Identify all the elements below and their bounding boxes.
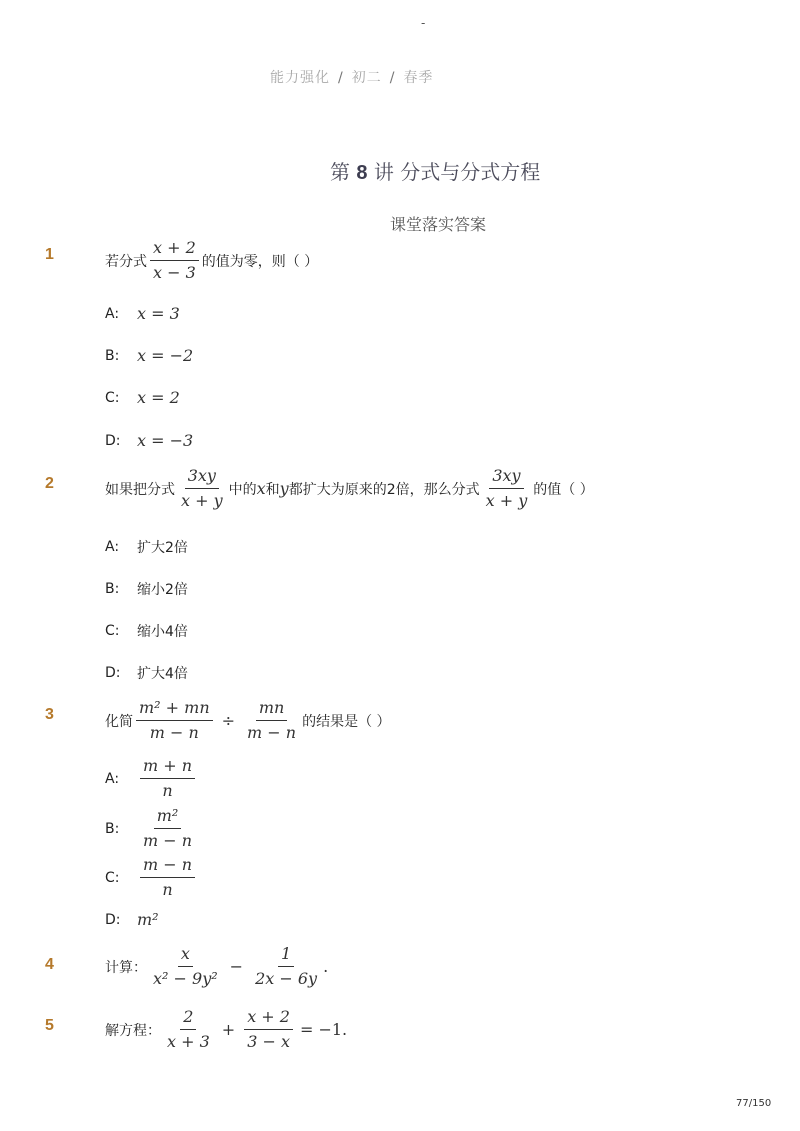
fraction: $\frac{x}{\text{x² − 9y²}}$ xyxy=(153,944,218,988)
option-b[interactable]: B: 缩小2倍 xyxy=(105,581,188,598)
question-number: 4 xyxy=(45,956,54,973)
breadcrumb xyxy=(270,67,433,87)
fraction: $\frac{x + 2}{3 - x}$ xyxy=(244,1007,293,1052)
option-a[interactable]: A: 扩大2倍 xyxy=(105,539,188,556)
fraction: $\frac{mn}{m - n}$ xyxy=(247,698,297,742)
option-a[interactable]: A: $\frac{m + n}{n}$ xyxy=(105,756,198,801)
option-d[interactable]: D: 扩大4倍 xyxy=(105,665,188,682)
fraction: $\frac{3xy}{x + y}$ xyxy=(181,466,223,510)
breadcrumb-item: 初二 xyxy=(351,70,382,86)
lecture-number: 8 xyxy=(356,162,368,184)
breadcrumb-separator: / xyxy=(389,70,396,86)
option-c[interactable]: C: 缩小4倍 xyxy=(105,623,188,640)
option-b[interactable]: B: x = −2 xyxy=(105,346,194,365)
option-a[interactable]: A: x = 3 xyxy=(105,304,180,323)
fraction: $\frac{2}{x + 3}$ xyxy=(167,1007,210,1051)
option-b[interactable]: B: $\frac{\text{m²}}{m - n}$ xyxy=(105,806,193,850)
question-number: 3 xyxy=(45,706,54,723)
question-stem: 化简 $\frac{\text{m² + mn}}{m - n}$ ÷ $\frac{mn}{m - n}$ 的结果是（ ） xyxy=(105,698,391,742)
fraction: $\frac{1}{2x - 6y}$ xyxy=(255,944,318,988)
page-title: 第 8 讲 分式与分式方程 xyxy=(330,160,541,184)
header-dash: - xyxy=(421,16,426,30)
breadcrumb-item: 能力强化 xyxy=(270,70,330,86)
option-d[interactable]: D: m² xyxy=(105,910,159,929)
option-c[interactable]: C: x = 2 xyxy=(105,388,180,407)
page-subtitle: 课堂落实答案 xyxy=(390,215,487,234)
page-number: 77/150 xyxy=(736,1098,772,1109)
question-number: 1 xyxy=(45,246,54,263)
fraction: $\frac{3xy}{x + y}$ xyxy=(485,466,528,510)
option-d[interactable]: D: x = −3 xyxy=(105,431,194,450)
question-stem: 若分式 $\frac{x + 2}{x - 3}$ 的值为零，则（ ） xyxy=(105,238,319,282)
question-number: 5 xyxy=(45,1017,54,1034)
question-number: 2 xyxy=(45,475,54,492)
option-c[interactable]: C: $\frac{m - n}{n}$ xyxy=(105,855,198,900)
question-stem: 如果把分式 $\frac{3xy}{x + y}$ 中的 x 和 y 都扩大为原来的2倍，那么分式 $\frac{3xy}{x + y}$ 的值（ ） xyxy=(105,466,594,510)
fraction: $\frac{\text{m² + mn}}{m - n}$ xyxy=(136,698,213,743)
breadcrumb-separator: / xyxy=(338,70,344,86)
question-stem: 计算： $\frac{x}{\text{x² − 9y²}}$ − $\frac{1}{2x - 6y}$ . xyxy=(105,944,329,988)
breadcrumb-item: 春季 xyxy=(403,70,434,86)
question-stem: 解方程： $\frac{2}{x + 3}$ + $\frac{x + 2}{3 - x}$ = −1. xyxy=(105,1007,348,1051)
fraction: $\frac{x + 2}{x - 3}$ xyxy=(150,238,199,283)
